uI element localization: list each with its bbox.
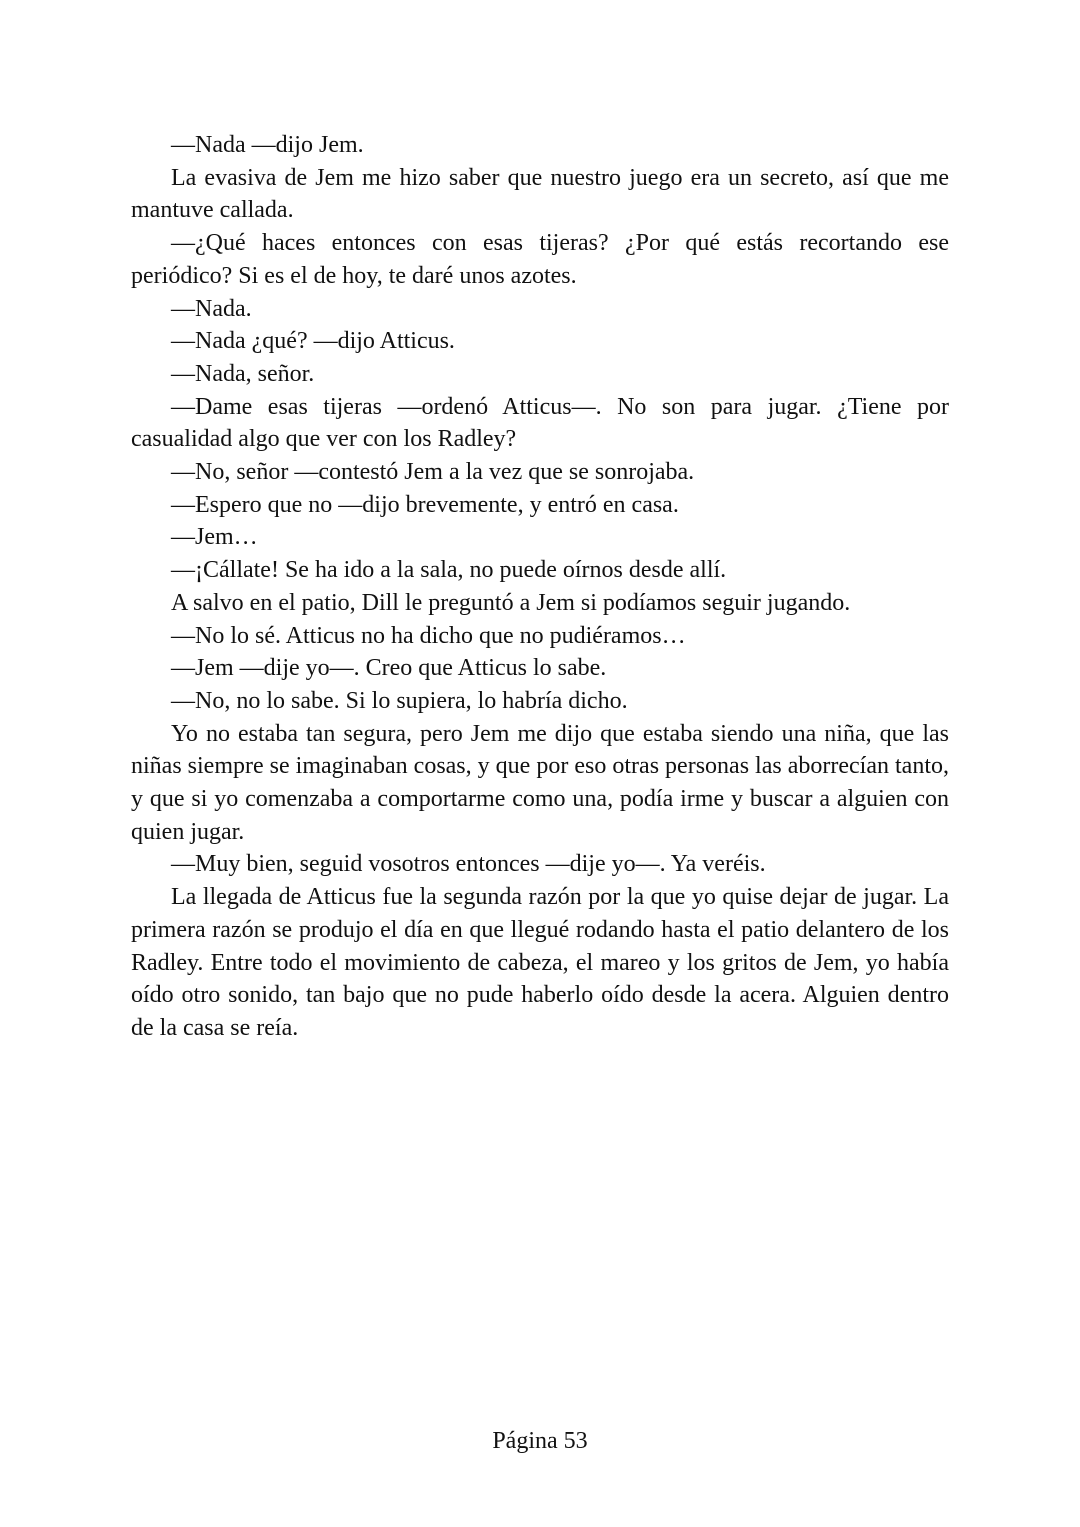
paragraph-1: —Nada —dijo Jem. [171, 132, 364, 158]
paragraph-18: La llegada de Atticus fue la segunda razón por la que yo quise dejar de jugar. La primera razón se produjo el día en que llegué rodando hasta el patio delantero de los Radley. Entre todo el movimiento de cabeza, el mareo y los gritos de Jem, yo había oído otro sonido, tan bajo que no pude haberlo oído desde la acera. Alguien dentro de la casa se reía. [131, 884, 949, 1041]
paragraph-16: Yo no estaba tan segura, pero Jem me dijo que estaba siendo una niña, que las niñas siempre se imaginaban cosas, y que por eso otras personas las aborrecían tanto, y que si yo comenzaba a comportarme como una, podía irme y buscar a alguien con quien jugar. [131, 720, 949, 845]
paragraph-5: —Nada ¿qué? —dijo Atticus. [171, 328, 455, 355]
paragraph-9: —Espero que no —dijo brevemente, y entró en casa. [171, 491, 679, 518]
paragraph-2: La evasiva de Jem me hizo saber que nuestro juego era un secreto, así que me mantuve callada. [131, 164, 949, 224]
paragraph-8: —No, señor —contestó Jem a la vez que se sonrojaba. [171, 459, 695, 486]
paragraph-7: —Dame esas tijeras —ordenó Atticus—. No son para jugar. ¿Tiene por casualidad algo que ver con los Radley? [131, 393, 949, 453]
paragraph-11: —¡Cállate! Se ha ido a la sala, no puede oírnos desde allí. [171, 557, 727, 584]
paragraph-12: A salvo en el patio, Dill le preguntó a Jem si podíamos seguir jugando. [171, 589, 851, 616]
paragraph-17: —Muy bien, seguid vosotros entonces —dije yo—. Ya veréis. [171, 851, 766, 878]
paragraph-10: —Jem… [171, 524, 258, 551]
paragraph-15: —No, no lo sabe. Si lo supiera, lo habría dicho. [171, 687, 628, 714]
paragraph-4: —Nada. [171, 295, 252, 322]
paragraph-6: —Nada, señor. [171, 360, 315, 387]
paragraph-13: —No lo sé. Atticus no ha dicho que no pudiéramos… [171, 622, 686, 649]
paragraph-3: —¿Qué haces entonces con esas tijeras? ¿Por qué estás recortando ese periódico? Si es el de hoy, te daré unos azotes. [131, 230, 949, 289]
body-text [131, 129, 949, 1045]
page-number: Página 53 [492, 1428, 588, 1454]
paragraph-14: —Jem —dije yo—. Creo que Atticus lo sabe. [171, 655, 607, 682]
